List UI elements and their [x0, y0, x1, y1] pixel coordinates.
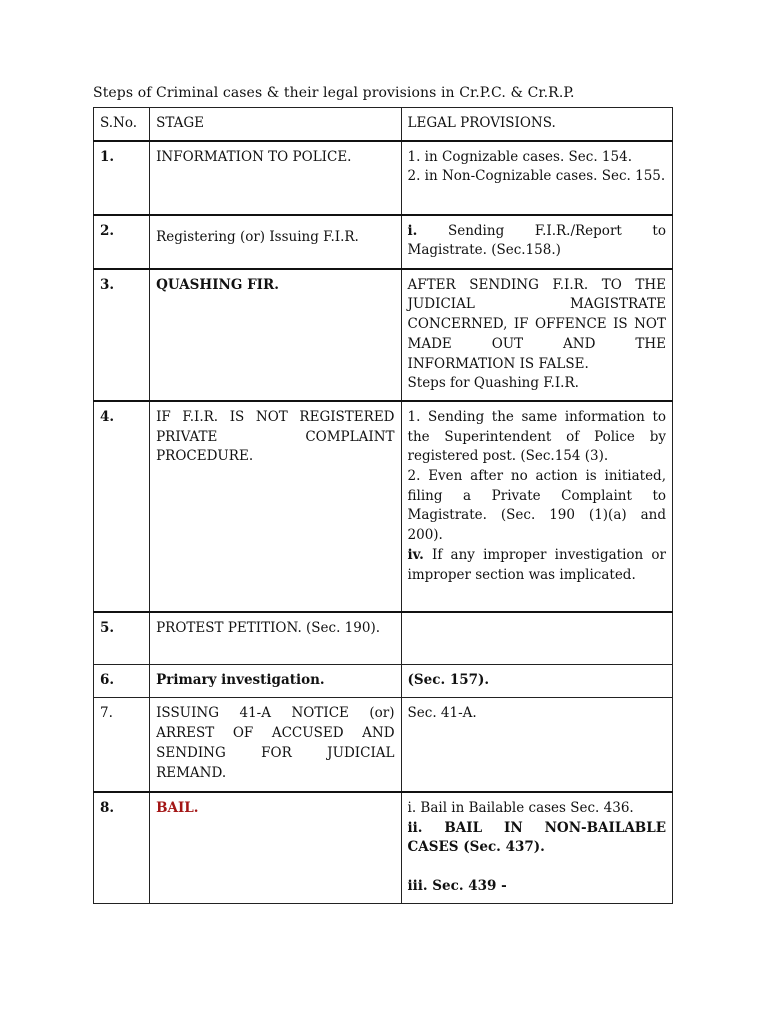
row-number: 7. [94, 698, 150, 792]
provision-prefix: i. [407, 222, 418, 239]
table-row [94, 269, 673, 401]
row-number: 2. [94, 215, 150, 269]
stage-cell: INFORMATION TO POLICE. [150, 141, 401, 215]
provisions-cell [401, 792, 672, 903]
table-row [94, 141, 673, 215]
header-sno: S.No. [94, 108, 150, 141]
stage-cell: QUASHING FIR. [150, 269, 401, 401]
provision-line: 1. in Cognizable cases. Sec. 154. [407, 148, 632, 165]
provision-text: If any improper investigation or improper section was implicated. [407, 546, 666, 583]
provisions-cell [401, 215, 672, 269]
provision-line: 2. in Non-Cognizable cases. Sec. 155. [407, 168, 666, 185]
header-provisions: LEGAL PROVISIONS. [401, 108, 672, 141]
stage-cell [150, 215, 401, 269]
steps-table [93, 107, 673, 904]
provisions-cell: Sec. 41-A. [401, 698, 672, 792]
stage-cell: PROTEST PETITION. (Sec. 190). [150, 612, 401, 665]
stage-text: Registering (or) Issuing F.I.R. [156, 228, 359, 245]
stage-cell: BAIL. [150, 792, 401, 903]
provision-prefix: iv. [407, 546, 424, 563]
row-number: 1. [94, 141, 150, 215]
provision-line: Steps for Quashing F.I.R. [407, 375, 579, 392]
header-row [94, 108, 673, 141]
provisions-cell [401, 141, 672, 215]
table-row [94, 698, 673, 792]
provision-line: ii. BAIL IN NON-BAILABLE CASES (Sec. 437). [407, 819, 666, 856]
stage-cell: Primary investigation. [150, 665, 401, 698]
provision-line: 1. Sending the same information to the Superintendent of Police by registered post. (Sec.154 (3). [407, 408, 666, 465]
table-row [94, 792, 673, 903]
row-number: 5. [94, 612, 150, 665]
provision-line [408, 546, 666, 585]
table-row [94, 215, 673, 269]
row-number: 6. [94, 665, 150, 698]
stage-cell: IF F.I.R. IS NOT REGISTERED PRIVATE COMPLAINT PROCEDURE. [150, 401, 401, 612]
header-stage: STAGE [150, 108, 401, 141]
table-caption: Steps of Criminal cases & their legal provisions in Cr.P.C. & Cr.R.P. [93, 85, 575, 101]
provision-line: iii. Sec. 439 - [407, 878, 507, 895]
row-number: 3. [94, 269, 150, 401]
table-row [94, 665, 673, 698]
row-number: 4. [94, 401, 150, 612]
table-row [94, 612, 673, 665]
provision-line: AFTER SENDING F.I.R. TO THE JUDICIAL MAGISTRATE CONCERNED, IF OFFENCE IS NOT MADE OUT AND THE INFORMATION IS FALSE. [407, 276, 666, 372]
provision-text: Sending F.I.R./Report to Magistrate. (Sec.158.) [407, 222, 666, 259]
table-row [94, 401, 673, 612]
provisions-cell: (Sec. 157). [401, 665, 672, 698]
provisions-cell [401, 401, 672, 612]
row-number: 8. [94, 792, 150, 903]
provision-line: i. Bail in Bailable cases Sec. 436. [407, 799, 634, 816]
stage-cell: ISSUING 41-A NOTICE (or) ARREST OF ACCUSED AND SENDING FOR JUDICIAL REMAND. [150, 698, 401, 792]
provisions-cell [401, 269, 672, 401]
provision-line: 2. Even after no action is initiated, filing a Private Complaint to Magistrate. (Sec. 190 (1)(a) and 200). [407, 468, 666, 544]
provisions-cell [401, 612, 672, 665]
